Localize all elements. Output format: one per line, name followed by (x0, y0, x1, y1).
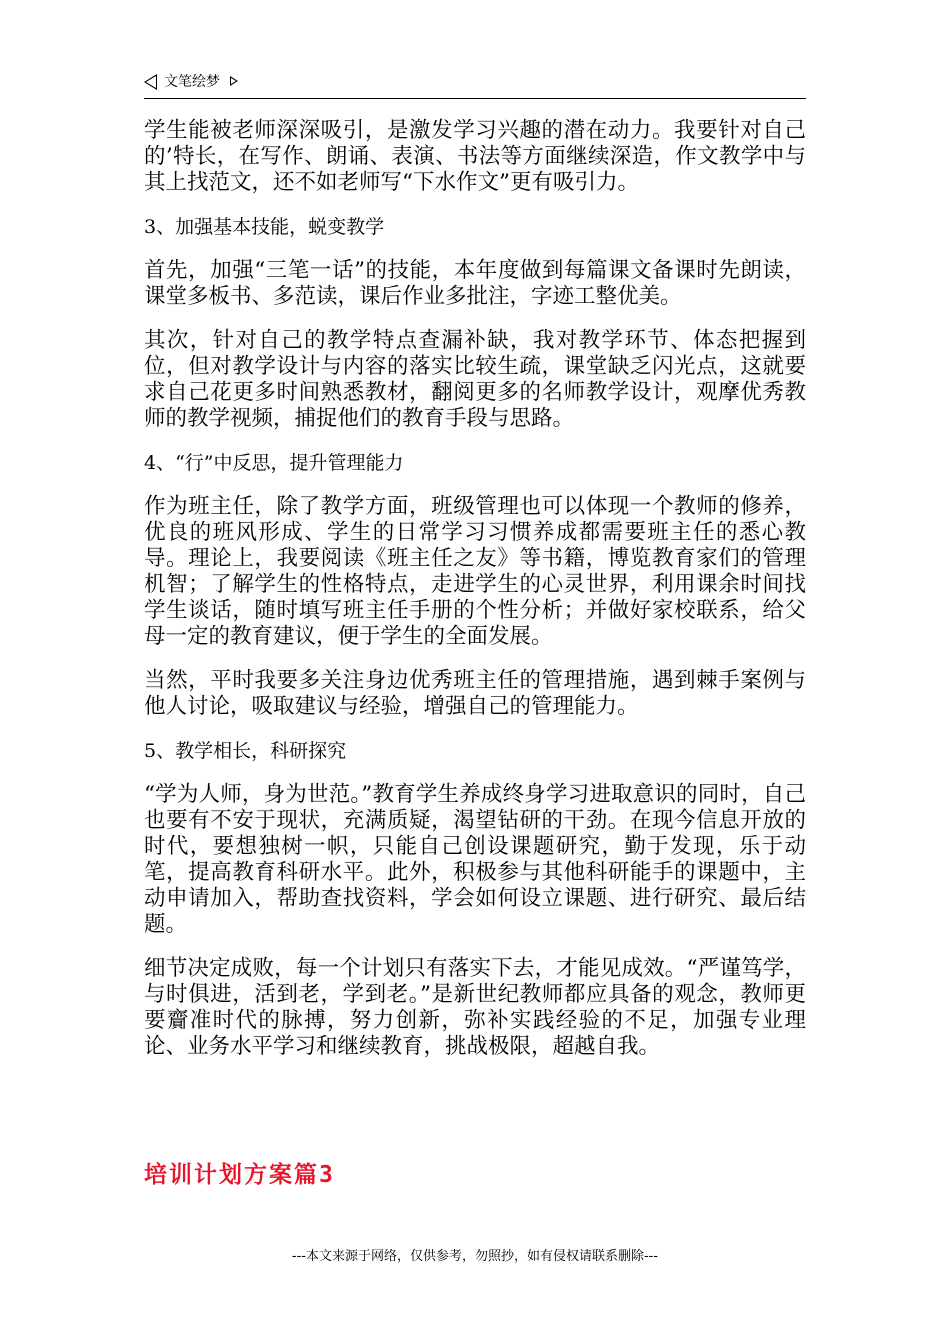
paragraph: 当然，平时我要多关注身边优秀班主任的管理措施，遇到棘手案例与他人讨论，吸取建议与经验，增强自己的管理能力。 (144, 668, 806, 719)
subheading: 4、“行”中反思，提升管理能力 (144, 452, 404, 474)
paragraph: “学为人师，身为世范。”教育学生养成终身学习进取意识的同时，自己也要有不安于现状，充满质疑，渴望钻研的干劲。在现今信息开放的时代，要想独树一帜，只能自己创设课题研究，勤于发现，乐于动笔，提高教育科研水平。此外，积极参与其他科研能手的课题中，主动申请加入，帮助查找资料，学会如何设立课题、进行研究、最后结题。 (144, 782, 806, 937)
paragraph: 作为班主任，除了教学方面，班级管理也可以体现一个教师的修养，优良的班风形成、学生的日常学习习惯养成都需要班主任的悉心教导。理论上，我要阅读《班主任之友》等书籍，博览教育家们的管理机智；了解学生的性格特点，走进学生的心灵世界，利用课余时间找学生谈话，随时填写班主任手册的个性分析；并做好家校联系，给父母一定的教育建议，便于学生的全面发展。 (144, 494, 806, 649)
brand-name: 文笔绘梦 (164, 74, 220, 90)
triangle-right-icon (230, 76, 238, 86)
paragraph: 其次，针对自己的教学特点查漏补缺，我对教学环节、体态把握到位，但对教学设计与内容的落实比较生疏，课堂缺乏闪光点，这就要求自己花更多时间熟悉教材，翻阅更多的名师教学设计，观摩优秀教师的教学视频，捕捉他们的教育手段与思路。 (144, 328, 806, 431)
page-header (144, 70, 806, 99)
document-body (144, 118, 806, 1078)
paragraph: 学生能被老师深深吸引，是激发学习兴趣的潜在动力。我要针对自己的’特长，在写作、朗诵、表演、书法等方面继续深造，作文教学中与其上找范文，还不如老师写“下水作文”更有吸引力。 (144, 118, 806, 195)
paragraph: 细节决定成败，每一个计划只有落实下去，才能见成效。“严谨笃学，与时俱进，活到老，学到老。”是新世纪教师都应具备的观念，教师更要齎准时代的脉搏，努力创新，弥补实践经验的不足，加强专业理论、业务水平学习和继续教育，挑战极限，超越自我。 (144, 956, 806, 1059)
subheading: 5、教学相长，科研探究 (144, 740, 347, 762)
page-footer: ---本文来源于网络，仅供参考，勿照抄，如有侵权请联系删除--- (291, 1249, 659, 1264)
subheading: 3、加强基本技能，蜕变教学 (144, 216, 385, 238)
triangle-left-icon (144, 74, 157, 90)
section-title: 培训计划方案篇3 (144, 1162, 335, 1188)
paragraph: 首先，加强“三笔一话”的技能，本年度做到每篇课文备课时先朗读，课堂多板书、多范读，课后作业多批注，字迹工整优美。 (144, 258, 806, 309)
